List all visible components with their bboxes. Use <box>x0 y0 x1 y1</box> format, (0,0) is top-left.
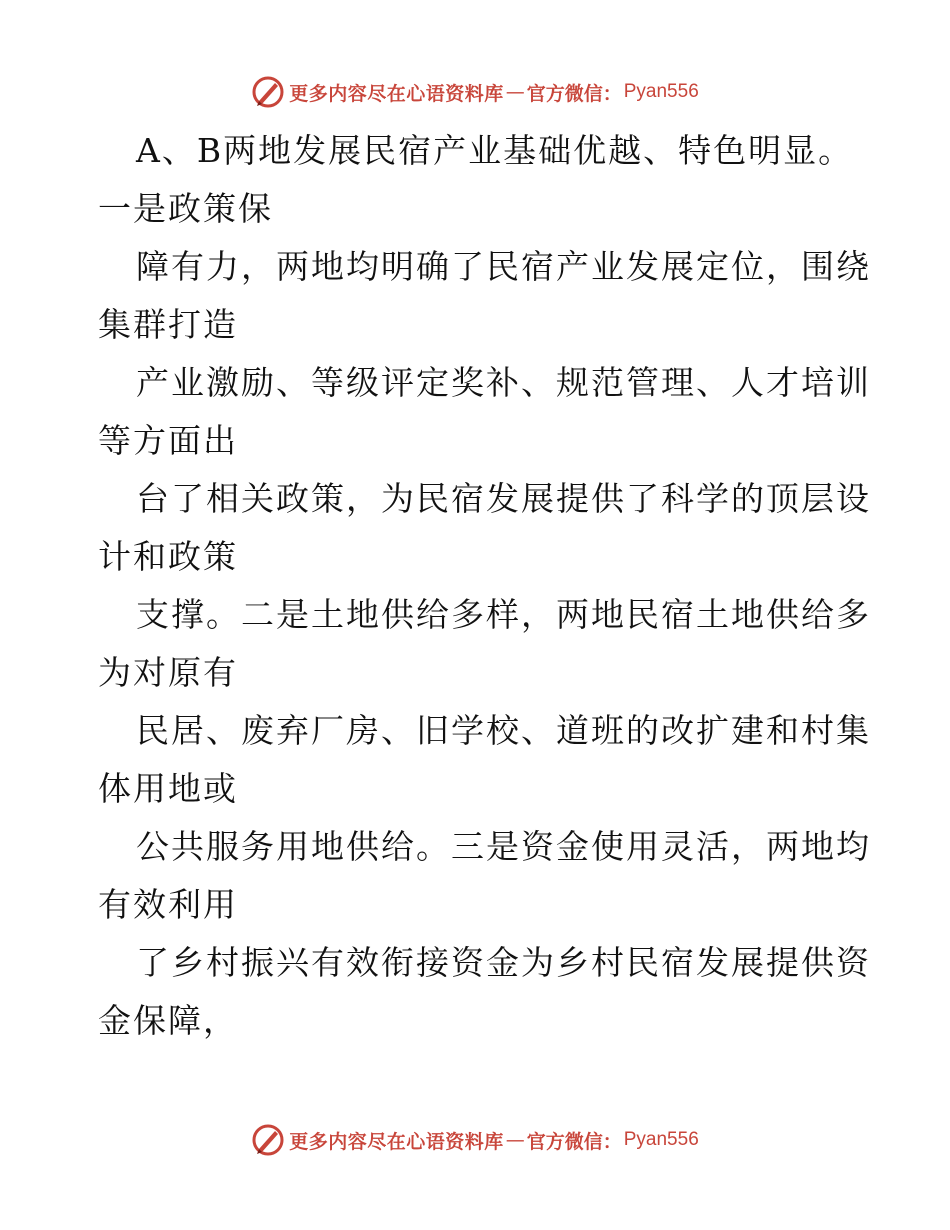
text-line: 产业激励、等级评定奖补、规范管理、人才培训 <box>136 363 871 402</box>
watermark-wechat-id: Pyan556 <box>623 81 699 102</box>
text-line: 台了相关政策，为民宿发展提供了科学的顶层设 <box>136 479 871 518</box>
pen-logo-icon <box>251 1123 285 1157</box>
watermark-dash: — <box>505 1129 525 1151</box>
header-watermark <box>0 72 950 112</box>
text-line: 有效利用 <box>98 885 238 924</box>
text-line: 了乡村振兴有效衔接资金为乡村民宿发展提供资 <box>136 943 871 982</box>
watermark-text: 更多内容尽在心语资料库 <box>289 82 504 105</box>
text-line: 体用地或 <box>98 769 238 808</box>
watermark-dash: — <box>505 81 525 103</box>
text-line: 集群打造 <box>98 305 238 344</box>
text-line: 公共服务用地供给。三是资金使用灵活，两地均 <box>136 827 871 866</box>
text-line: 计和政策 <box>98 537 238 576</box>
text-line: 支撑。二是土地供给多样，两地民宿土地供给多 <box>136 595 871 634</box>
text-line: 金保障， <box>98 1001 238 1040</box>
pen-logo-icon <box>251 75 285 109</box>
document-body <box>98 122 871 1050</box>
text-line: A、B两地发展民宿产业基础优越、特色明显。 <box>136 131 854 170</box>
text-line: 民居、废弃厂房、旧学校、道班的改扩建和村集 <box>136 711 871 750</box>
footer-watermark <box>0 1120 950 1160</box>
text-line: 为对原有 <box>98 653 238 692</box>
watermark-text: 更多内容尽在心语资料库 <box>289 1130 504 1153</box>
watermark-wechat-id: Pyan556 <box>623 1129 699 1150</box>
text-line: 障有力，两地均明确了民宿产业发展定位，围绕 <box>136 247 871 286</box>
watermark-wechat-label: 官方微信： <box>526 82 622 105</box>
text-line: 等方面出 <box>98 421 238 460</box>
watermark-wechat-label: 官方微信： <box>526 1130 622 1153</box>
text-line: 一是政策保 <box>98 189 273 228</box>
